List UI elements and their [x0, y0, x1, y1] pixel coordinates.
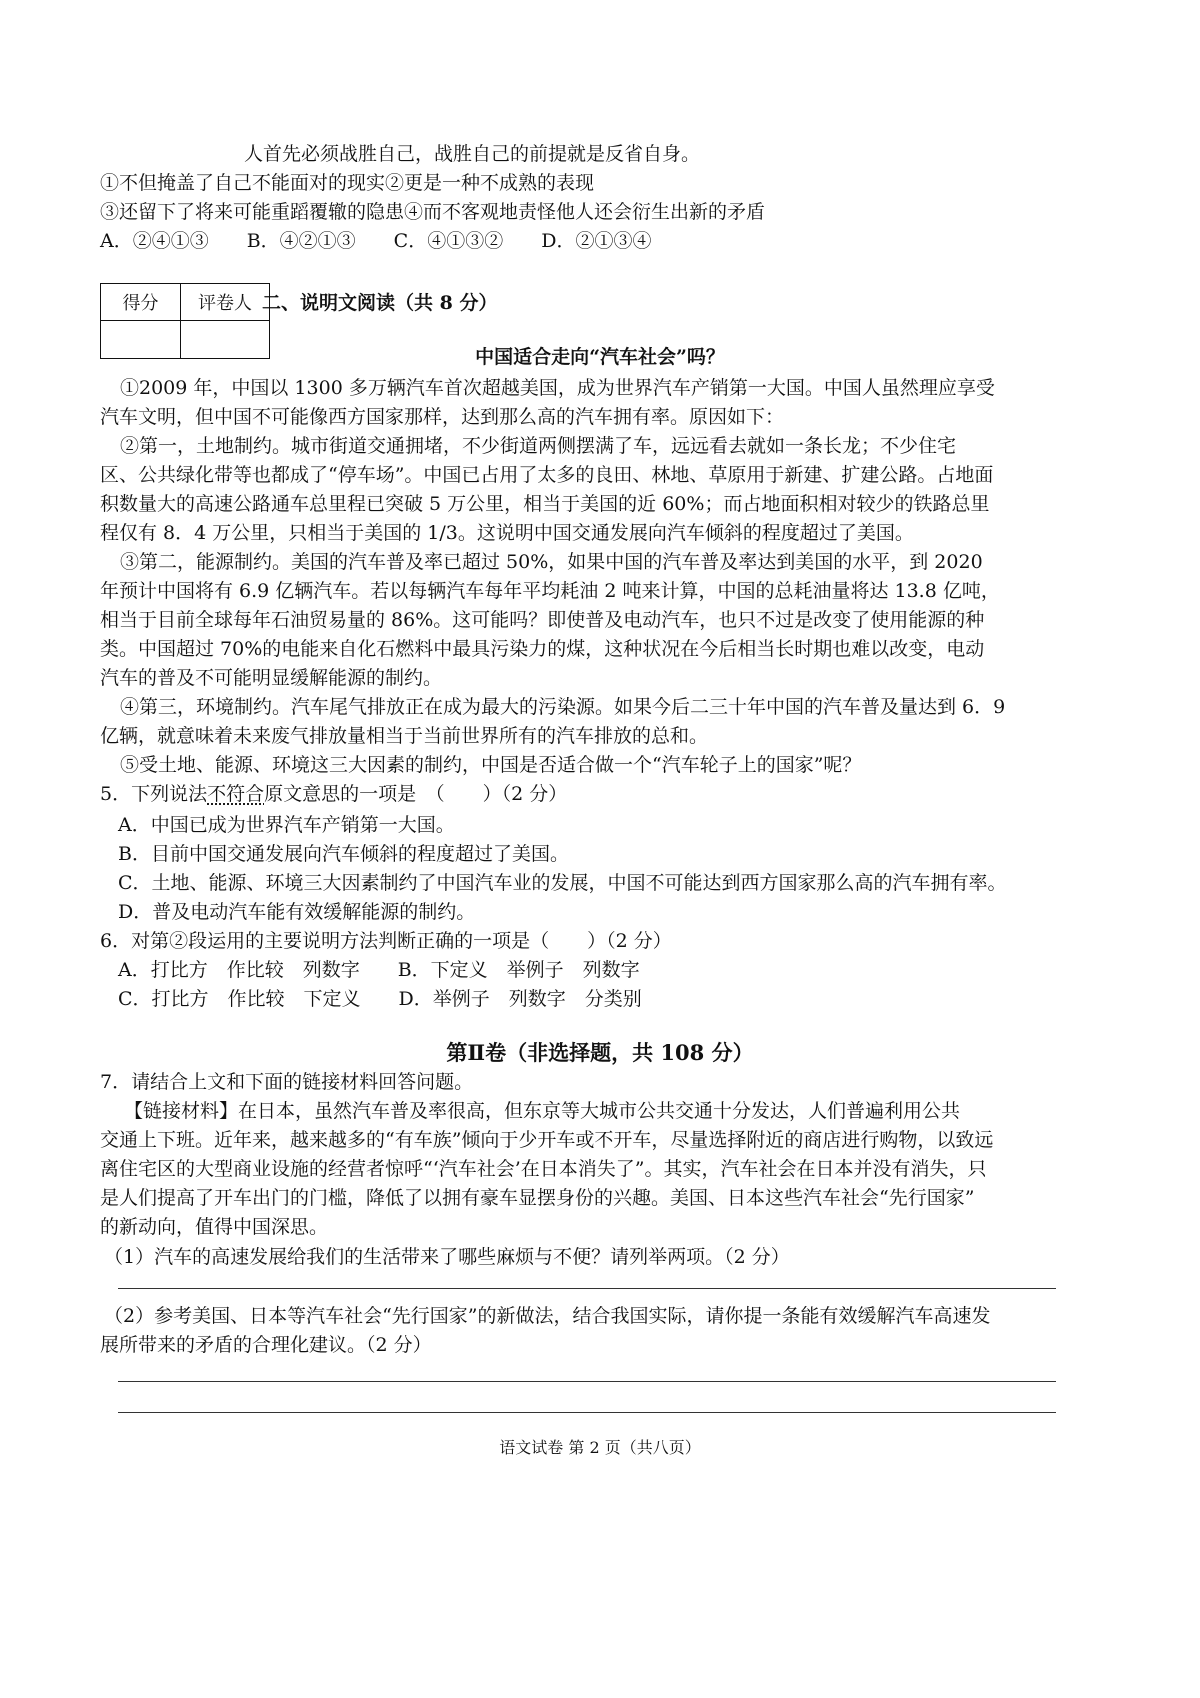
answer-line-3[interactable]	[118, 1412, 1056, 1413]
article-title: 中国适合走向“汽车社会”吗？	[475, 346, 725, 368]
page-footer: 语文试卷 第 2 页（共八页）	[499, 1438, 701, 1457]
q5-suffix: 原文意思的一项是 （ ）（2 分）	[264, 783, 568, 805]
article-line: ⑤受土地、能源、环境这三大因素的制约，中国是否适合做一个“汽车轮子上的国家”呢？	[120, 754, 862, 776]
article-line: 程仅有 8．4 万公里，只相当于美国的 1/3。这说明中国交通发展向汽车倾斜的程度超过了美国。	[100, 522, 914, 544]
question-5	[100, 785, 567, 804]
q5-option-c[interactable]: C．土地、能源、环境三大因素制约了中国汽车业的发展，中国不可能达到西方国家那么高的汽车拥有率。	[118, 872, 1007, 894]
material-line: 【链接材料】在日本，虽然汽车普及率很高，但东京等大城市公共交通十分发达，人们普遍利用公共	[124, 1100, 961, 1122]
article-line: 汽车的普及不可能明显缓解能源的制约。	[100, 667, 443, 689]
question-6: 6．对第②段运用的主要说明方法判断正确的一项是（ ）（2 分）	[100, 930, 672, 952]
q5-option-b[interactable]: B．目前中国交通发展向汽车倾斜的程度超过了美国。	[118, 843, 569, 865]
material-line: 交通上下班。近年来，越来越多的“有车族”倾向于少开车或不开车，尽量选择附近的商店进行购物，以致远	[100, 1129, 994, 1151]
material-line: 离住宅区的大型商业设施的经营者惊呼“‘汽车社会’在日本消失了”。其实，汽车社会在日本并没有消失，只	[100, 1158, 987, 1180]
article-line: 亿辆，就意味着未来废气排放量相当于当前世界所有的汽车排放的总和。	[100, 725, 709, 747]
article-line: ③第二，能源制约。美国的汽车普及率已超过 50%，如果中国的汽车普及率达到美国的水平，到 2020	[120, 551, 983, 573]
clauses-line-1: ①不但掩盖了自己不能面对的现实②更是一种不成熟的表现	[100, 172, 595, 194]
article-line: 区、公共绿化带等也都成了“停车场”。中国已占用了太多的良田、林地、草原用于新建、扩建公路。占地面	[100, 464, 994, 486]
q5-option-d[interactable]: D．普及电动汽车能有效缓解能源的制约。	[118, 901, 476, 923]
sub-question-1: （1）汽车的高速发展给我们的生活带来了哪些麻烦与不便？请列举两项。（2 分）	[104, 1246, 790, 1268]
article-line: 汽车文明，但中国不可能像西方国家那样，达到那么高的汽车拥有率。原因如下：	[100, 406, 785, 428]
sub-question-2-line-2: 展所带来的矛盾的合理化建议。（2 分）	[100, 1334, 432, 1356]
article-line: 年预计中国将有 6.9 亿辆汽车。若以每辆汽车每年平均耗油 2 吨来计算，中国的总耗油量将达 13.8 亿吨，	[100, 580, 1000, 602]
grader-label: 评卷人	[181, 284, 270, 321]
clauses-line-2: ③还留下了将来可能重蹈覆辙的隐患④而不客观地责怪他人还会衍生出新的矛盾	[100, 201, 766, 223]
article-line: ②第一，土地制约。城市街道交通拥堵，不少街道两侧摆满了车，远远看去就如一条长龙；不少住宅	[120, 435, 957, 457]
top-sentence: 人首先必须战胜自己，战胜自己的前提就是反省自身。	[244, 143, 701, 165]
material-line: 是人们提高了开车出门的门槛，降低了以拥有豪车显摆身份的兴趣。美国、日本这些汽车社会“先行国家”	[100, 1187, 975, 1209]
question-7: 7．请结合上文和下面的链接材料回答问题。	[100, 1071, 474, 1093]
q5-emphasis: 不符合	[207, 783, 265, 805]
article-line: ①2009 年，中国以 1300 多万辆汽车首次超越美国，成为世界汽车产销第一大国。中国人虽然理应享受	[120, 377, 995, 399]
score-label: 得分	[101, 284, 181, 321]
answer-line-2[interactable]	[118, 1381, 1056, 1382]
part-2-heading: 第Ⅱ卷（非选择题，共 108 分）	[446, 1040, 754, 1065]
q6-options-row-2[interactable]: C．打比方 作比较 下定义 D．举例子 列数字 分类别	[118, 988, 642, 1010]
q6-options-row-1[interactable]: A．打比方 作比较 列数字 B．下定义 举例子 列数字	[118, 959, 640, 981]
answer-line-1[interactable]	[118, 1288, 1056, 1289]
article-line: 积数量大的高速公路通车总里程已突破 5 万公里，相当于美国的近 60%；而占地面积相对较少的铁路总里	[100, 493, 990, 515]
options-line: A．②④①③ B．④②①③ C．④①③② D．②①③④	[100, 230, 652, 252]
material-line: 的新动向，值得中国深思。	[100, 1216, 329, 1238]
q5-prefix: 5．下列说法	[100, 783, 208, 805]
sub-question-2-line-1: （2）参考美国、日本等汽车社会“先行国家”的新做法，结合我国实际，请你提一条能有效缓解汽车高速发	[104, 1305, 991, 1327]
article-line: 相当于目前全球每年石油贸易量的 86%。这可能吗？即使普及电动汽车，也只不过是改变了使用能源的种	[100, 609, 985, 631]
section-heading: 二、说明文阅读（共 8 分）	[262, 292, 498, 314]
article-line: 类。中国超过 70%的电能来自化石燃料中最具污染力的煤，这种状况在今后相当长时期也难以改变，电动	[100, 638, 985, 660]
article-line: ④第三，环境制约。汽车尾气排放正在成为最大的污染源。如果今后二三十年中国的汽车普及量达到 6．9	[120, 696, 1006, 718]
q5-option-a[interactable]: A．中国已成为世界汽车产销第一大国。	[118, 814, 455, 836]
